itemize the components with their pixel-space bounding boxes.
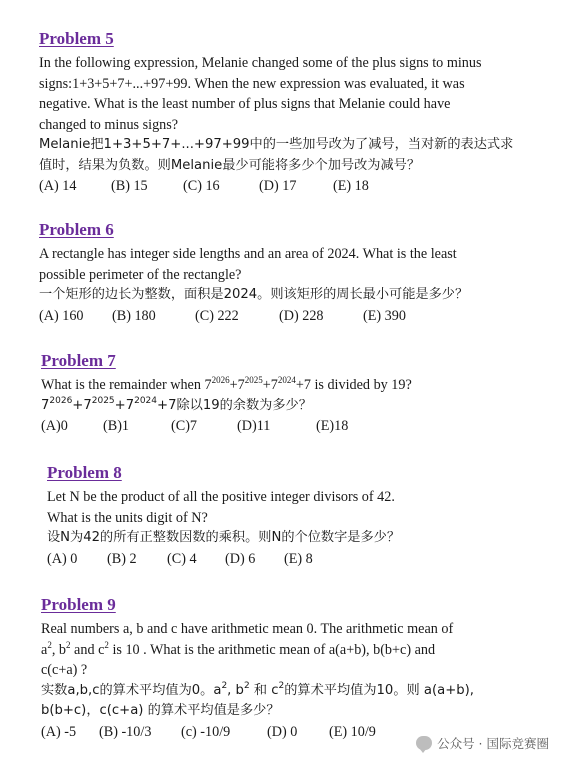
problem-title: Problem 6 [39,220,114,239]
question-line-chinese: 设N为42的所有正整数因数的乘积。则N的个位数字是多少？ [47,530,401,545]
choice-a: (A) 160 [39,307,84,324]
question-line-chinese: Melanie把1+3+5+7+...+97+99中的一些加号改为了减号，当对新的表达式求 [39,137,514,152]
exponent: 2024 [277,375,296,385]
choice-b: (B)1 [103,418,130,434]
question-line: changed to minus signs? [39,116,179,133]
text-fragment: a [41,641,48,658]
text-fragment: +7 [72,397,92,413]
choice-e: (E) 10/9 [329,723,376,740]
choice-c: (c) -10/9 [181,723,231,740]
question-line: signs:1+3+5+7+...+97+99. When the new expression was evaluated, it was [39,75,465,92]
text-fragment: , b [227,682,244,698]
problem-6 [39,220,559,326]
choice-b: (B) 15 [111,178,148,194]
question-line: What is the units digit of N? [47,509,208,526]
choice-c: (C) 16 [183,178,220,194]
problem-title: Problem 5 [39,29,114,48]
problem-5 [39,29,559,197]
choice-c: (C) 4 [167,550,197,567]
choice-d: (D) 6 [225,550,256,567]
problem-7 [41,351,561,437]
question-line: possible perimeter of the rectangle? [39,266,242,283]
exponent: 2026 [211,375,230,385]
exponent: 2 [278,680,285,691]
exponent: 2 [66,639,71,650]
choice-e: (E) 8 [284,550,313,567]
text-fragment: +7 [114,397,135,413]
question-line: In the following expression, Melanie changed some of the plus signs to minus [39,55,482,71]
watermark [416,734,549,752]
exponent: 2 [104,639,109,650]
problem-8 [47,463,561,569]
text-fragment: 实数a,b,c的算术平均值为0。a [41,682,222,698]
wechat-icon [416,736,432,750]
text-fragment: +7除以19的余数为多少？ [157,397,312,413]
choice-a: (A) 0 [47,550,78,567]
question-line: c(c+a) ? [41,662,88,678]
question-line [41,375,561,396]
choice-d: (D) 228 [279,307,324,324]
choice-e: (E) 390 [363,307,406,324]
question-line-chinese: 一个矩形的边长为整数，面积是2024。则该矩形的周长最小可能是多少？ [39,287,469,302]
exponent: 2024 [134,395,158,406]
text-fragment: is 10 . What is the arithmetic mean of a(a+b), b(b+c) and [108,641,436,658]
choice-c: (C)7 [171,418,198,434]
text-fragment: , b [51,641,66,658]
choice-d: (D) 17 [259,178,297,194]
question-line: Real numbers a, b and c have arithmetic mean 0. The arithmetic mean of [41,621,454,637]
text-fragment: +7 [229,377,245,393]
question-line-chinese [41,681,561,702]
choice-e: (E)18 [316,418,349,434]
choice-a: (A)0 [41,418,68,434]
text-fragment: 和 c [249,682,279,698]
watermark-text: 公众号 · 国际竞赛圈 [437,736,549,751]
question-line-chinese [41,396,561,417]
text-fragment: +7 [262,377,278,393]
exponent: 2 [243,680,250,691]
question-line: negative. What is the least number of plus signs that Melanie could have [39,96,451,112]
problem-title: Problem 9 [41,595,116,614]
answer-choices [39,176,559,197]
choice-b: (B) 2 [107,550,137,567]
choice-a: (A) 14 [39,178,77,194]
question-line-chinese: 值时，结果为负数。则Melanie最少可能将多少个加号改为减号？ [39,157,421,173]
choice-d: (D)11 [237,418,271,434]
answer-choices [39,306,559,327]
answer-choices [41,416,561,437]
choice-c: (C) 222 [195,307,239,324]
exponent: 2026 [49,395,73,406]
choice-d: (D) 0 [267,723,298,740]
text-fragment: +7 is divided by 19? [295,377,412,393]
question-line-chinese: b(b+c)，c(c+a) 的算术平均值是多少？ [41,703,280,718]
question-line: A rectangle has integer side lengths and an area of 2024. What is the least [39,246,457,262]
answer-choices [47,549,561,570]
problem-title: Problem 8 [47,463,122,482]
question-line [41,640,561,661]
choice-e: (E) 18 [333,178,369,194]
exponent: 2 [47,639,52,650]
text-fragment: 的算术平均值为10。则 a(a+b), [284,682,474,698]
text-fragment: and c [70,641,105,658]
exponent: 2 [221,680,228,691]
choice-b: (B) 180 [112,307,156,324]
question-line: Let N be the product of all the positive integer divisors of 42. [47,489,395,505]
problem-9 [41,595,561,742]
text-fragment: What is the remainder when 7 [41,377,212,393]
choice-b: (B) -10/3 [99,723,152,740]
choice-a: (A) -5 [41,723,77,740]
problem-title: Problem 7 [41,351,116,370]
exponent: 2025 [91,395,115,406]
exponent: 2025 [244,375,263,385]
text-fragment: 7 [41,397,50,413]
